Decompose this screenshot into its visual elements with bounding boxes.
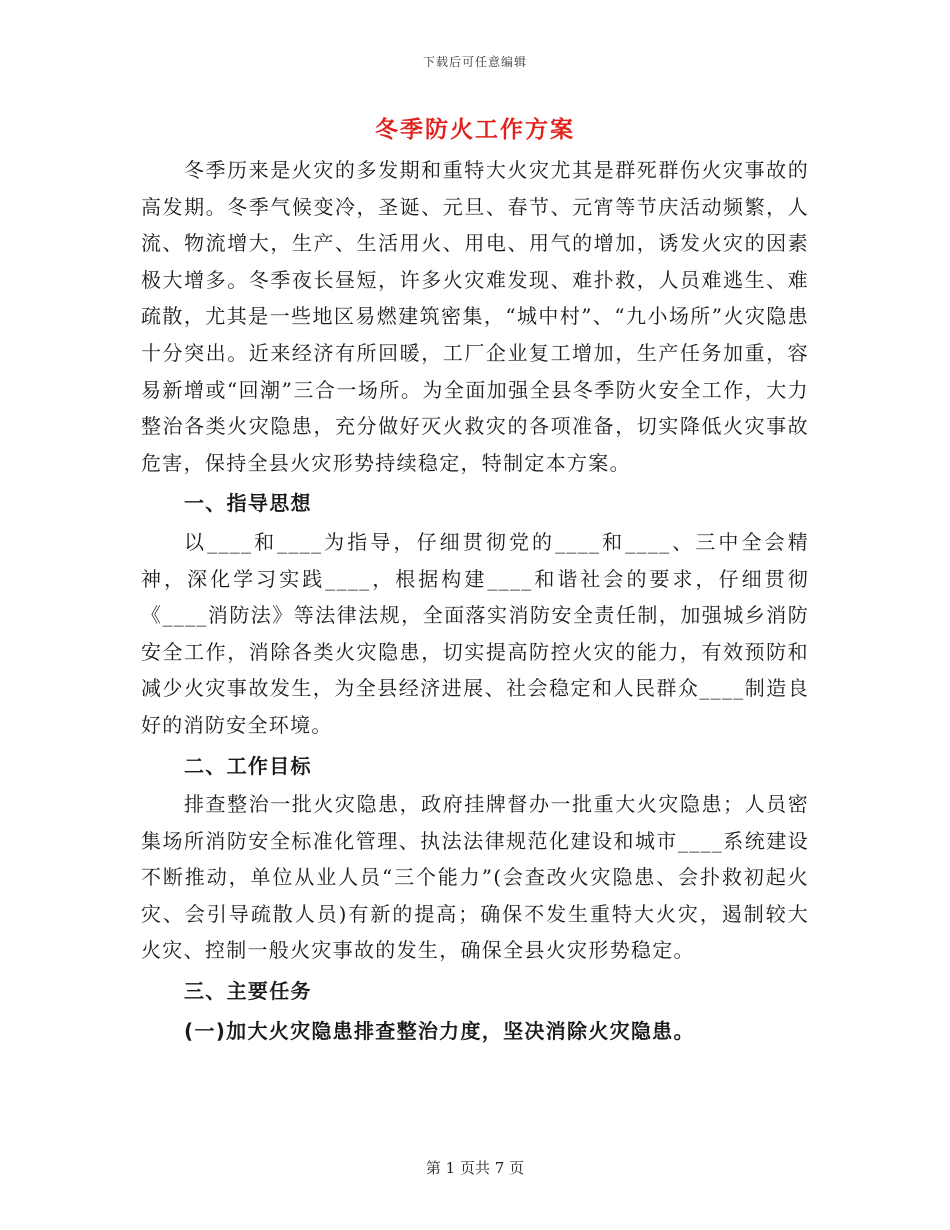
intro-paragraph: 冬季历来是火灾的多发期和重特大火灾尤其是群死群伤火灾事故的高发期。冬季气候变冷，圣诞、元旦、春节、元宵等节庆活动频繁，人流、物流增大，生产、生活用火、用电、用气的增加，诱发火灾的因素极大增多。冬季夜长昼短，许多火灾难发现、难扑救，人员难逃生、难疏散，尤其是一些地区易燃建筑密集，“城中村”、“九小场所”火灾隐患十分突出。近来经济有所回暖，工厂企业复工增加，生产任务加重，容易新增或“回潮”三合一场所。为全面加强全县冬季防火安全工作，大力整治各类火灾隐患，充分做好灭火救灾的各项准备，切实降低火灾事故危害，保持全县火灾形势持续稳定，特制定本方案。 [141, 158, 809, 475]
page-footer: 第 1 页共 7 页 [425, 1159, 525, 1177]
document-body [141, 108, 809, 1049]
page-header: 下载后可任意编辑 [422, 55, 527, 69]
subsection-heading-hazard-inspection: (一)加大火灾隐患排查整治力度，坚决消除火灾隐患。 [184, 1018, 695, 1043]
work-goals-paragraph: 排查整治一批火灾隐患，政府挂牌督办一批重大火灾隐患；人员密集场所消防安全标准化管理、执法法律规范化建设和城市____系统建设不断推动，单位从业人员“三个能力”(会查改火灾隐患、会扑救初起火灾、会引导疏散人员)有新的提高；确保不发生重特大火灾，遏制较大火灾、控制一般火灾事故的发生，确保全县火灾形势稳定。 [141, 792, 809, 963]
section-heading-main-tasks: 三、主要任务 [184, 979, 312, 1004]
document-title: 冬季防火工作方案 [375, 116, 575, 143]
guiding-ideology-paragraph: 以____和____为指导，仔细贯彻党的____和____、三中全会精神，深化学习实践____，根据构建____和谐社会的要求，仔细贯彻《____消防法》等法律法规，全面落实消防安全责任制，加强城乡消防安全工作，消除各类火灾隐患，切实提高防控火灾的能力，有效预防和减少火灾事故发生，为全县经济进展、社会稳定和人民群众____制造良好的消防安全环境。 [141, 529, 809, 737]
section-heading-guiding-ideology: 一、指导思想 [184, 491, 312, 516]
section-heading-work-goals: 二、工作目标 [184, 753, 312, 778]
